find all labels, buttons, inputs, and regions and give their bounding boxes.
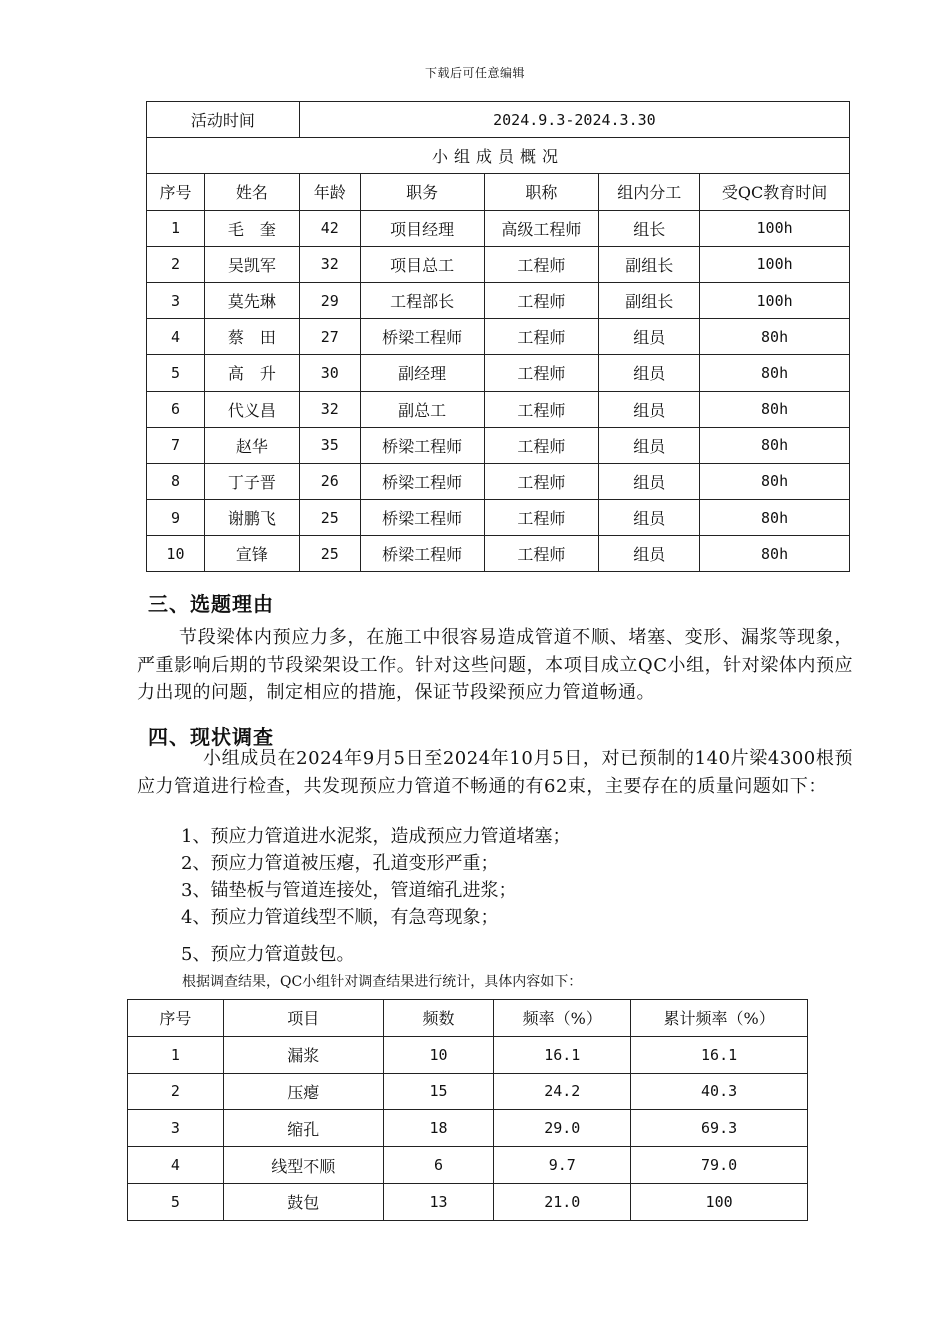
table-cell: 桥梁工程师 xyxy=(360,319,484,355)
col-header-title: 职称 xyxy=(484,174,599,210)
team-row xyxy=(147,246,850,282)
table-cell: 工程师 xyxy=(484,282,599,318)
stats-row xyxy=(128,1183,808,1220)
table-cell: 79.0 xyxy=(631,1147,808,1184)
table-cell: 谢鹏飞 xyxy=(204,500,299,536)
table-cell: 15 xyxy=(383,1073,494,1110)
table-cell: 莫先琳 xyxy=(204,282,299,318)
table-cell: 组员 xyxy=(599,427,700,463)
team-row xyxy=(147,319,850,355)
table-cell: 80h xyxy=(700,536,850,572)
table-cell: 100 xyxy=(631,1183,808,1220)
table-cell: 32 xyxy=(299,391,360,427)
table-cell: 代义昌 xyxy=(204,391,299,427)
team-row xyxy=(147,210,850,246)
table-cell: 组员 xyxy=(599,391,700,427)
table-cell: 工程部长 xyxy=(360,282,484,318)
table-cell: 2 xyxy=(147,246,205,282)
team-row xyxy=(147,391,850,427)
table-cell: 13 xyxy=(383,1183,494,1220)
table-cell: 35 xyxy=(299,427,360,463)
table-cell: 工程师 xyxy=(484,246,599,282)
table-cell: 8 xyxy=(147,463,205,499)
stats-table-body xyxy=(128,1036,808,1220)
stats-col-count: 频数 xyxy=(383,1000,494,1037)
problem-item: 4、预应力管道线型不顺，有急弯现象； xyxy=(181,907,499,928)
stats-row xyxy=(128,1073,808,1110)
table-cell: 蔡 田 xyxy=(204,319,299,355)
table-cell: 26 xyxy=(299,463,360,499)
table-cell: 9 xyxy=(147,500,205,536)
table-cell: 工程师 xyxy=(484,355,599,391)
team-row xyxy=(147,282,850,318)
table-cell: 1 xyxy=(128,1036,224,1073)
activity-time-row xyxy=(147,102,850,138)
table-cell: 80h xyxy=(700,391,850,427)
table-cell: 25 xyxy=(299,536,360,572)
col-header-name: 姓名 xyxy=(204,174,299,210)
team-table-body xyxy=(147,210,850,572)
table-cell: 29 xyxy=(299,282,360,318)
table-cell: 线型不顺 xyxy=(223,1147,383,1184)
table-cell: 缩孔 xyxy=(223,1110,383,1147)
table-cell: 组员 xyxy=(599,319,700,355)
table-cell: 80h xyxy=(700,355,850,391)
table-cell: 4 xyxy=(128,1147,224,1184)
table-cell: 漏浆 xyxy=(223,1036,383,1073)
table-cell: 24.2 xyxy=(494,1073,631,1110)
table-cell: 组长 xyxy=(599,210,700,246)
table-cell: 丁子晋 xyxy=(204,463,299,499)
table-cell: 6 xyxy=(147,391,205,427)
stats-row xyxy=(128,1110,808,1147)
table-cell: 吴凯军 xyxy=(204,246,299,282)
table-cell: 21.0 xyxy=(494,1183,631,1220)
table-cell: 3 xyxy=(147,282,205,318)
col-header-position: 职务 xyxy=(360,174,484,210)
table-cell: 桥梁工程师 xyxy=(360,536,484,572)
table-cell: 69.3 xyxy=(631,1110,808,1147)
table-cell: 毛 奎 xyxy=(204,210,299,246)
section-title-row xyxy=(147,138,850,174)
table-cell: 项目经理 xyxy=(360,210,484,246)
table-cell: 100h xyxy=(700,210,850,246)
table-cell: 工程师 xyxy=(484,427,599,463)
table-cell: 80h xyxy=(700,500,850,536)
table-cell: 100h xyxy=(700,246,850,282)
section4-body: 小组成员在2024年9月5日至2024年10月5日，对已预制的140片梁4300根预应力管道进行检查，共发现预应力管道不畅通的有62束，主要存在的质量问题如下： xyxy=(137,748,853,797)
table-cell: 组员 xyxy=(599,500,700,536)
table-cell: 25 xyxy=(299,500,360,536)
table-cell: 高级工程师 xyxy=(484,210,599,246)
stats-row xyxy=(128,1036,808,1073)
problem-item: 5、预应力管道鼓包。 xyxy=(181,944,355,965)
table-cell: 2 xyxy=(128,1073,224,1110)
col-header-age: 年龄 xyxy=(299,174,360,210)
table-cell: 桥梁工程师 xyxy=(360,427,484,463)
activity-time-value: 2024.9.3-2024.3.30 xyxy=(299,102,849,138)
table-cell: 80h xyxy=(700,427,850,463)
table-cell: 副总工 xyxy=(360,391,484,427)
table-cell: 6 xyxy=(383,1147,494,1184)
section3-body: 节段梁体内预应力多，在施工中很容易造成管道不顺、堵塞、变形、漏浆等现象，严重影响后期的节段梁架设工作。针对这些问题，本项目成立QC小组，针对梁体内预应力出现的问题，制定相应的措施，保证节段梁预应力管道畅通。 xyxy=(137,627,853,703)
table-cell: 80h xyxy=(700,319,850,355)
stats-col-index: 序号 xyxy=(128,1000,224,1037)
table-cell: 项目总工 xyxy=(360,246,484,282)
problem-item: 3、锚垫板与管道连接处，管道缩孔进浆； xyxy=(181,880,517,901)
problem-list xyxy=(181,823,570,968)
problem-item: 1、预应力管道进水泥浆，造成预应力管道堵塞； xyxy=(181,826,571,847)
table-cell: 组员 xyxy=(599,355,700,391)
table-cell: 16.1 xyxy=(494,1036,631,1073)
table-cell: 29.0 xyxy=(494,1110,631,1147)
team-row xyxy=(147,427,850,463)
stats-row xyxy=(128,1147,808,1184)
table-cell: 副经理 xyxy=(360,355,484,391)
table-cell: 16.1 xyxy=(631,1036,808,1073)
table-cell: 3 xyxy=(128,1110,224,1147)
table-cell: 桥梁工程师 xyxy=(360,500,484,536)
stats-col-cumulative: 累计频率（%） xyxy=(631,1000,808,1037)
table-cell: 100h xyxy=(700,282,850,318)
col-header-index: 序号 xyxy=(147,174,205,210)
table-cell: 工程师 xyxy=(484,463,599,499)
team-row xyxy=(147,463,850,499)
table-cell: 压瘪 xyxy=(223,1073,383,1110)
survey-stats-table xyxy=(127,999,808,1221)
stats-col-item: 项目 xyxy=(223,1000,383,1037)
table-cell: 高 升 xyxy=(204,355,299,391)
table-cell: 32 xyxy=(299,246,360,282)
section4-heading: 四、现状调查 xyxy=(148,725,274,749)
team-header-row xyxy=(147,174,850,210)
activity-time-label: 活动时间 xyxy=(147,102,300,138)
table-cell: 副组长 xyxy=(599,246,700,282)
page-header-note: 下载后可任意编辑 xyxy=(424,66,525,80)
table-cell: 组员 xyxy=(599,536,700,572)
table-cell: 10 xyxy=(147,536,205,572)
team-members-table xyxy=(146,101,850,572)
table-cell: 4 xyxy=(147,319,205,355)
table-cell: 9.7 xyxy=(494,1147,631,1184)
table-cell: 组员 xyxy=(599,463,700,499)
table-cell: 桥梁工程师 xyxy=(360,463,484,499)
problem-item: 2、预应力管道被压瘪，孔道变形严重； xyxy=(181,853,499,874)
table-cell: 5 xyxy=(128,1183,224,1220)
team-row xyxy=(147,355,850,391)
table-cell: 27 xyxy=(299,319,360,355)
table-cell: 18 xyxy=(383,1110,494,1147)
table-cell: 工程师 xyxy=(484,391,599,427)
table-cell: 工程师 xyxy=(484,319,599,355)
team-row xyxy=(147,536,850,572)
stats-header-row xyxy=(128,1000,808,1037)
table-cell: 80h xyxy=(700,463,850,499)
stats-col-frequency: 频率（%） xyxy=(494,1000,631,1037)
table-cell: 10 xyxy=(383,1036,494,1073)
table-cell: 副组长 xyxy=(599,282,700,318)
stats-intro: 根据调查结果，QC小组针对调查结果进行统计，具体内容如下： xyxy=(182,974,583,990)
table-cell: 1 xyxy=(147,210,205,246)
table-cell: 7 xyxy=(147,427,205,463)
table-cell: 宣锋 xyxy=(204,536,299,572)
table-cell: 30 xyxy=(299,355,360,391)
team-section-title: 小组成员概况 xyxy=(147,138,850,174)
table-cell: 42 xyxy=(299,210,360,246)
col-header-training: 受QC教育时间 xyxy=(700,174,850,210)
table-cell: 5 xyxy=(147,355,205,391)
table-cell: 40.3 xyxy=(631,1073,808,1110)
table-cell: 工程师 xyxy=(484,500,599,536)
col-header-role: 组内分工 xyxy=(599,174,700,210)
team-row xyxy=(147,500,850,536)
table-cell: 工程师 xyxy=(484,536,599,572)
table-cell: 鼓包 xyxy=(223,1183,383,1220)
table-cell: 赵华 xyxy=(204,427,299,463)
section3-heading: 三、选题理由 xyxy=(148,592,274,616)
